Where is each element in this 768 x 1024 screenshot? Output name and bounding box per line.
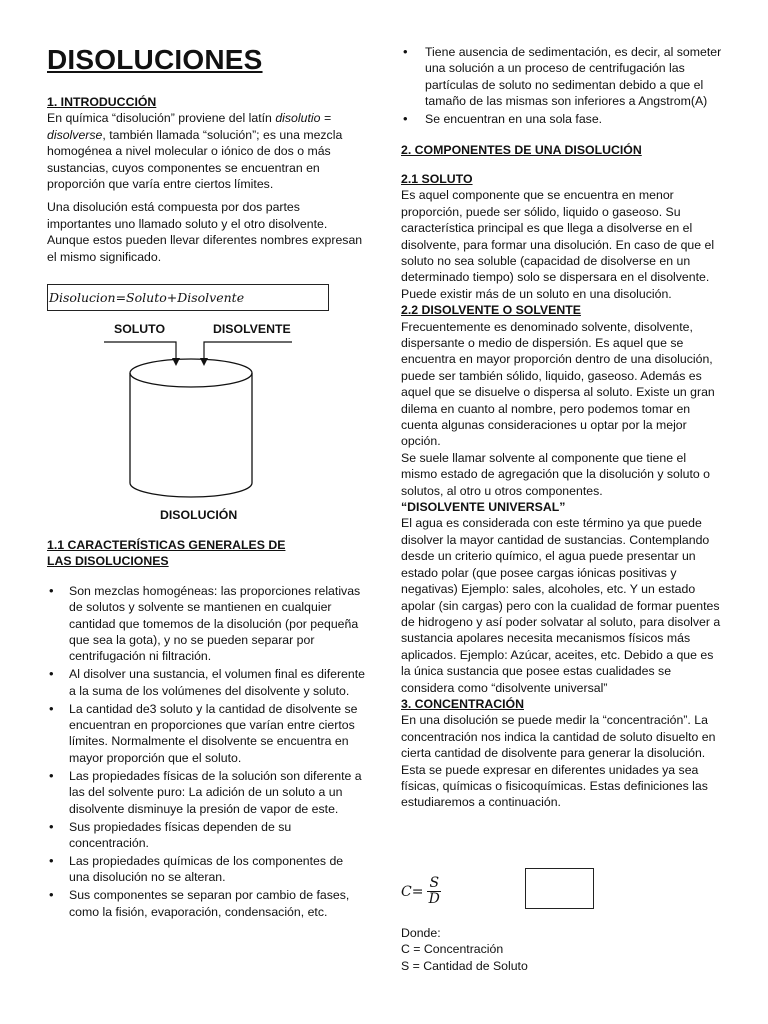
right-column <box>401 44 723 811</box>
section-1-1-heading: 1.1 CARACTERÍSTICAS GENERALES DE LAS DISOLUCIONES <box>47 538 286 569</box>
list-item: • Las propiedades físicas de la solución son diferente a las del solvente puro: La adición de un soluto a un disolvente disminuye la presión de vapor de este. <box>47 768 365 817</box>
list-item: • Sus propiedades físicas dependen de su concentración. <box>47 819 365 852</box>
solvente-heading: 2.2 DISOLVENTE O SOLVENTE <box>401 303 581 318</box>
list-item: • Se encuentran en una sola fase. <box>401 111 723 127</box>
soluto-text: Es aquel componente que se encuentra en menor proporción, puede ser sólido, liquido o gaseoso. Su característica principal es que llega a disolverse en el disolvente, para formar una disolución. En caso de que el soluto no sea soluble (capacidad de disolverse en un determinado tiempo) solo se dispersara en el disolvente. Puede existir más de un soluto en una disolución. <box>401 188 715 301</box>
label-disolvente: DISOLVENTE <box>213 322 291 336</box>
list-item: • La cantidad de3 soluto y la cantidad de disolvente se encuentran en proporciones que varían entre ciertos límites. Normalmente el disolvente se encuentra en mayor proporción que el soluto. <box>47 701 365 767</box>
definitions <box>401 925 723 974</box>
section-1-1 <box>47 537 365 921</box>
soluto-heading: 2.1 SOLUTO <box>401 171 473 186</box>
formula-numerator: S <box>429 875 440 891</box>
list-item: • Las propiedades químicas de los componentes de una disolución no se alteran. <box>47 853 365 886</box>
concentration-text: En una disolución se puede medir la “concentración”. La concentración nos indica la cantidad de soluto disuelto en cierta cantidad de disolvente para generar la disolución. Esta se puede expresar en diferentes unidades ya sea físicas, químicas o fisicoquímicas. Estas definiciones las estudiaremos a continuación. <box>401 713 716 810</box>
section-3-heading: 3. CONCENTRACIÓN <box>401 696 524 711</box>
soluto-arrow-line <box>104 342 176 360</box>
section-2 <box>401 142 723 696</box>
list-item: • Tiene ausencia de sedimentación, es decir, al someter una solución a un proceso de centrifugación las partículas de soluto no sedimentan debido a que el tamaño de las mismas son inferiores a Angstrom(A) <box>401 44 723 110</box>
list-item: • Sus componentes se separan por cambio de fases, como la fisión, evaporación, condensación, etc. <box>47 887 365 920</box>
intro-paragraph-1: En química “disolución” proviene del latín disolutio = disolverse, también llamada “solución”; es una mezcla homogénea a nivel molecular o iónico de dos o más sustancias, cuyos componentes se encuentran en proporción que varía entre ciertos límites. <box>47 111 343 192</box>
label-disolucion: DISOLUCIÓN <box>160 508 238 522</box>
disolvente-arrow-line <box>204 342 292 360</box>
disolucion-formula: Disolucion=Soluto+Disolvente <box>47 284 329 311</box>
intro-paragraph-2: Una disolución está compuesta por dos partes importantes uno llamado soluto y el otro disolvente. Aunque estos pueden llevar diferentes nombres expresan el mismo significado. <box>47 200 363 264</box>
solvente-text: Frecuentemente es denominado solvente, disolvente, dispersante o medio de dispersión. Es aquel que se encuentra en mayor proporción dentro de una disolución, puede ser también sólido, liquido, gaseoso. Además es aquel que se disuelve o dispersa al soluto. Existe un gran dilema en cuanto al nombre, pero podemos tomar en cuenta algunas consideraciones u optar por la mejor opción. <box>401 319 715 449</box>
concentration-formula: C= $\frac{S}{D}$ <box>401 875 440 907</box>
formula-denominator: D <box>428 891 440 907</box>
universal-text: El agua es considerada con este término ya que puede disolver la mayor cantidad de sustancias. Contemplando desde un criterio químico, el agua puede presentar un estado polar (que posee cargas iónicas positivas y negativas) Ejemplo: sales, alcoholes, etc. Y un estado apolar (sin cargas) pero con la cualidad de formar puentes de hidrogeno y así poder solvatar al soluto, para disolver a sustancia apolares necesita mecanismos físicos más aplicados. Ejemplo: Azúcar, aceites, etc. Debido a que es la única sustancia que posee estas cualidades se considera como “disolvente universal” <box>401 516 721 695</box>
characteristics-list-continued <box>401 44 723 128</box>
section-3 <box>401 696 723 811</box>
intro-heading: 1. INTRODUCCIÓN <box>47 95 157 109</box>
def-s: S = Cantidad de Soluto <box>401 958 528 973</box>
solvente-text-2: Se suele llamar solvente al componente que tiene el mismo estado de agregación que la disolución y soluto o solutos, al otro u otros componentes. <box>401 450 710 498</box>
empty-box <box>525 868 594 909</box>
universal-heading: “DISOLVENTE UNIVERSAL” <box>401 500 566 515</box>
donde-label: Donde: <box>401 926 441 940</box>
label-soluto: SOLUTO <box>114 322 166 336</box>
list-item: • Son mezclas homogéneas: las proporciones relativas de solutos y solvente se mantienen en cualquier cantidad que tomemos de la disolución (por pequeña que sea la gota), y no se pueden separar por centrifugación ni filtración. <box>47 583 365 665</box>
list-item: • Al disolver una sustancia, el volumen final es diferente a la suma de los volúmenes del disolvente y soluto. <box>47 666 365 699</box>
section-2-heading: 2. COMPONENTES DE UNA DISOLUCIÓN <box>401 142 642 157</box>
def-c: C = Concentración <box>401 942 504 957</box>
page-title: DISOLUCIONES <box>47 44 263 75</box>
cylinder <box>130 359 252 497</box>
characteristics-list <box>47 583 365 920</box>
